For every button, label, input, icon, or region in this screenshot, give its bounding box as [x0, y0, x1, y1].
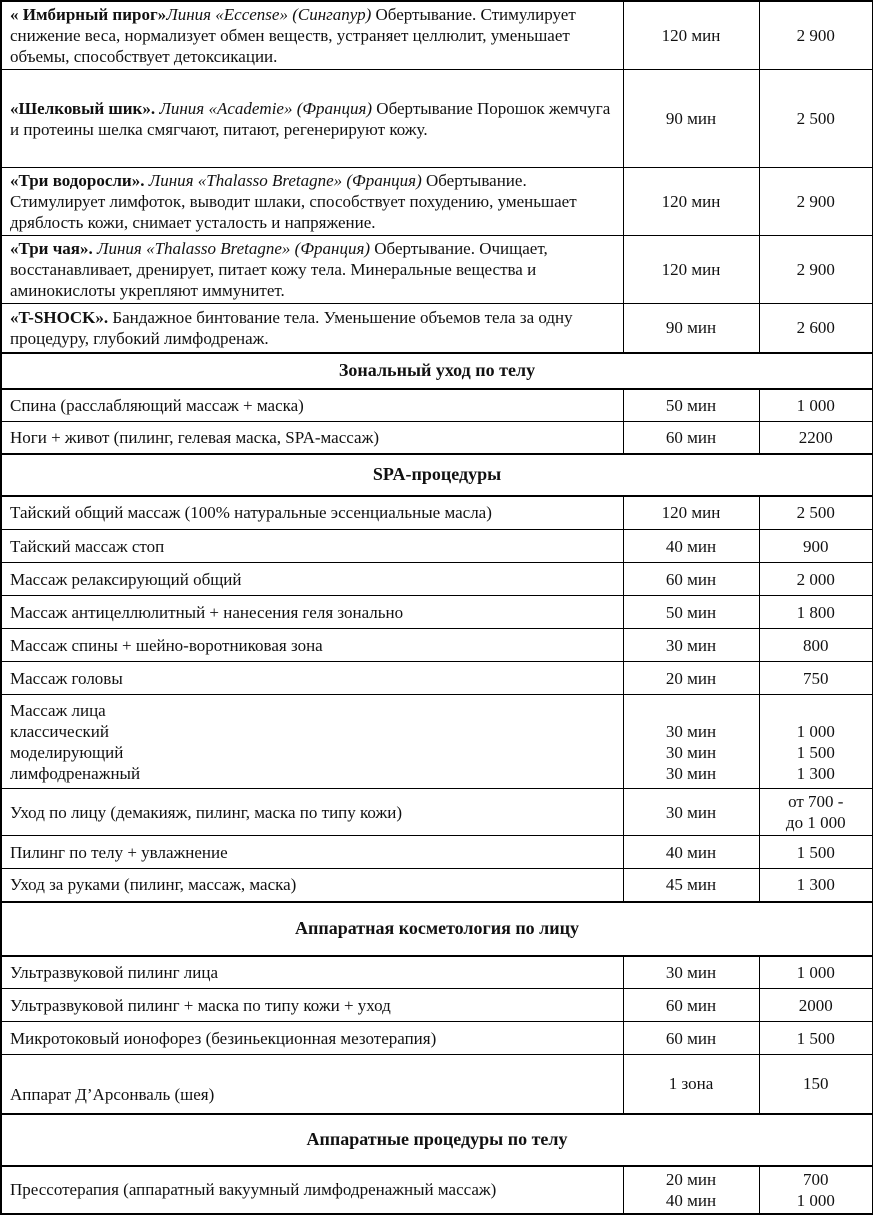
- duration-cell: [623, 496, 759, 530]
- duration-cell: [623, 1166, 759, 1214]
- price-cell: [759, 596, 873, 629]
- description-text: моделирующий: [10, 742, 124, 762]
- service-row: [1, 662, 873, 695]
- price-cell-line: 1 000: [796, 395, 835, 415]
- service-description-cell: [1, 530, 623, 563]
- service-description-cell: [1, 1, 623, 70]
- service-description-cell: [1, 869, 623, 902]
- service-name-text: «Три чая».: [10, 239, 97, 258]
- price-cell: [759, 1, 873, 70]
- price-cell-line: 1 800: [796, 602, 835, 622]
- price-cell-line: 1 000: [796, 721, 835, 741]
- duration-cell: [623, 836, 759, 869]
- duration-cell-line: 60 мин: [665, 995, 717, 1015]
- section-title: Зональный уход по телу: [1, 353, 873, 389]
- service-description-line: [10, 1084, 615, 1105]
- duration-cell-line: 30 мин: [665, 763, 717, 783]
- price-cell: [759, 789, 873, 836]
- price-table-body: [1, 1, 873, 1214]
- description-text: Массаж спины + шейно-воротниковая зона: [10, 635, 323, 655]
- service-row: [1, 168, 873, 236]
- price-cell: [759, 956, 873, 989]
- duration-cell-line: 1 зона: [668, 1074, 714, 1094]
- service-row: [1, 1022, 873, 1055]
- service-description-line: [10, 170, 615, 233]
- price-cell-line: 1 300: [796, 763, 835, 783]
- price-cell-line: 1 500: [796, 1028, 835, 1048]
- description-text: Тайский общий массаж (100% натуральные эссенциальные масла): [10, 503, 492, 523]
- service-description-line: [10, 763, 615, 784]
- service-row: [1, 422, 873, 454]
- price-cell: [759, 422, 873, 454]
- price-cell-line: 900: [803, 536, 829, 556]
- service-name-text: «Шелковый шик».: [10, 98, 160, 118]
- service-row: [1, 989, 873, 1022]
- duration-cell-line: 120 мин: [661, 260, 721, 279]
- service-description-cell: [1, 836, 623, 869]
- service-description-line: [10, 1179, 615, 1200]
- price-cell: [759, 1022, 873, 1055]
- description-text: Аппарат Д’Арсонваль (шея): [10, 1084, 215, 1104]
- duration-cell-line: 120 мин: [661, 192, 721, 211]
- duration-cell: [623, 389, 759, 422]
- duration-cell-line: 20 мин: [665, 668, 717, 688]
- price-cell: [759, 1055, 873, 1114]
- price-cell-line: 2 600: [796, 318, 835, 338]
- price-cell-line: от 700 -: [788, 792, 844, 811]
- duration-cell-line: 30 мин: [665, 635, 717, 655]
- description-text: Массаж лица: [10, 700, 106, 720]
- duration-cell: [623, 596, 759, 629]
- service-description-cell: [1, 304, 623, 353]
- duration-cell: [623, 1022, 759, 1055]
- service-description-line: [10, 668, 615, 689]
- service-description-line: [10, 742, 615, 763]
- section-header-row: [1, 902, 873, 956]
- service-description-line: [10, 802, 615, 823]
- description-text: Спина (расслабляющий массаж + маска): [10, 395, 304, 415]
- duration-cell: [623, 869, 759, 902]
- duration-cell-line: 60 мин: [665, 1028, 717, 1048]
- service-description-cell: [1, 422, 623, 454]
- price-cell: [759, 989, 873, 1022]
- price-cell-line: 2 900: [796, 260, 835, 279]
- description-text: Массаж релаксирующий общий: [10, 569, 242, 589]
- duration-cell: [623, 629, 759, 662]
- service-description-line: [10, 721, 615, 742]
- price-cell-line: 750: [803, 668, 829, 688]
- service-description-cell: [1, 1055, 623, 1114]
- service-row: [1, 1055, 873, 1114]
- service-description-line: [10, 962, 615, 983]
- service-description-line: [10, 700, 615, 721]
- duration-cell: [623, 1, 759, 70]
- service-row: [1, 530, 873, 563]
- service-description-line: [10, 395, 615, 416]
- description-text: Уход за руками (пилинг, массаж, маска): [10, 875, 297, 895]
- service-row: [1, 496, 873, 530]
- price-cell: [759, 389, 873, 422]
- duration-cell-line: 60 мин: [665, 569, 717, 589]
- service-name-text: « Имбирный пирог»: [10, 5, 167, 24]
- price-cell-line: 2 900: [796, 26, 835, 45]
- service-description-line: [10, 842, 615, 863]
- duration-cell-line: 90 мин: [665, 318, 717, 338]
- section-header-row: [1, 353, 873, 389]
- service-description-line: [10, 98, 615, 140]
- service-row: [1, 869, 873, 902]
- price-cell: [759, 304, 873, 353]
- service-name-text: «T-SHOCK».: [10, 307, 113, 327]
- duration-cell: [623, 956, 759, 989]
- service-description-cell: [1, 695, 623, 789]
- price-cell-line: 1 000: [796, 1190, 835, 1210]
- price-cell: [759, 168, 873, 236]
- duration-cell: [623, 563, 759, 596]
- service-description-cell: [1, 629, 623, 662]
- duration-cell: [623, 70, 759, 168]
- description-text: Обертывание. Стимулирует снижение веса, нормализует обмен веществ, устраняет целлюлит, уменьшает объемы, способствует детоксикации.: [10, 5, 576, 66]
- service-description-cell: [1, 389, 623, 422]
- price-cell: [759, 70, 873, 168]
- description-text: Микротоковый ионофорез (безиньекционная мезотерапия): [10, 1028, 437, 1048]
- service-description-line: [10, 238, 615, 301]
- price-cell-line: 2 500: [796, 503, 835, 523]
- price-cell-line: 1 500: [796, 842, 835, 862]
- price-cell-line: 150: [803, 1074, 829, 1094]
- service-description-cell: [1, 70, 623, 168]
- price-cell-line: 2000: [798, 995, 833, 1015]
- duration-cell: [623, 695, 759, 789]
- service-description-cell: [1, 563, 623, 596]
- price-cell: [759, 662, 873, 695]
- duration-cell-line: 40 мин: [665, 1190, 717, 1210]
- product-line-text: Линия «Thalasso Bretagne» (Франция): [96, 239, 375, 258]
- price-cell-line: 1 000: [796, 962, 835, 982]
- description-text: Ультразвуковой пилинг лица: [10, 962, 219, 982]
- service-description-cell: [1, 989, 623, 1022]
- section-title: Аппаратная косметология по лицу: [1, 902, 873, 956]
- description-text: классический: [10, 721, 109, 741]
- service-row: [1, 836, 873, 869]
- product-line-text: Линия «Thalasso Bretagne» (Франция): [148, 171, 426, 190]
- service-description-cell: [1, 236, 623, 304]
- service-description-line: [10, 569, 615, 590]
- duration-cell: [623, 789, 759, 836]
- price-cell: [759, 629, 873, 662]
- service-description-line: [10, 4, 615, 67]
- service-description-cell: [1, 789, 623, 836]
- description-text: Обертывание. Стимулирует лимфоток, выводит шлаки, способствует похудению, уменьшает дряблость кожи, снимает усталость и напряжение.: [10, 171, 577, 232]
- service-row: [1, 304, 873, 353]
- section-title: Аппаратные процедуры по телу: [1, 1114, 873, 1166]
- duration-cell-line: 60 мин: [665, 427, 717, 447]
- price-cell: [759, 836, 873, 869]
- service-row: [1, 789, 873, 836]
- description-text: Пилинг по телу + увлажнение: [10, 842, 228, 862]
- price-cell: [759, 1166, 873, 1214]
- service-row: [1, 1, 873, 70]
- price-cell: [759, 869, 873, 902]
- price-cell-line: [764, 700, 869, 721]
- duration-cell-line: 90 мин: [665, 109, 717, 128]
- service-row: [1, 956, 873, 989]
- service-row: [1, 389, 873, 422]
- service-description-cell: [1, 662, 623, 695]
- price-cell: [759, 695, 873, 789]
- duration-cell-line: [628, 700, 755, 721]
- duration-cell-line: 30 мин: [665, 721, 717, 741]
- description-text: Тайский массаж стоп: [10, 536, 165, 556]
- duration-cell: [623, 168, 759, 236]
- price-cell-line: 700: [803, 1169, 829, 1189]
- service-description-line: [10, 427, 615, 448]
- service-description-line: [10, 307, 615, 349]
- duration-cell-line: 50 мин: [665, 602, 717, 622]
- duration-cell: [623, 1055, 759, 1114]
- price-cell: [759, 563, 873, 596]
- service-row: [1, 695, 873, 789]
- service-row: [1, 1166, 873, 1214]
- service-description-cell: [1, 1022, 623, 1055]
- section-header-row: [1, 1114, 873, 1166]
- price-cell-line: до 1 000: [785, 813, 846, 832]
- price-cell-line: 1 500: [796, 742, 835, 762]
- service-description-line: [10, 874, 615, 895]
- price-cell: [759, 530, 873, 563]
- duration-cell: [623, 989, 759, 1022]
- description-text: Ультразвуковой пилинг + маска по типу кожи + уход: [10, 995, 391, 1015]
- description-text: Обертывание. Очищает, восстанавливает, дренирует, питает кожу тела. Минеральные вещества и аминокислоты укрепляют иммунитет.: [10, 239, 548, 300]
- duration-cell: [623, 236, 759, 304]
- service-row: [1, 596, 873, 629]
- duration-cell-line: 40 мин: [665, 536, 717, 556]
- service-row: [1, 70, 873, 168]
- description-text: Массаж головы: [10, 668, 123, 688]
- service-description-cell: [1, 496, 623, 530]
- service-description-cell: [1, 596, 623, 629]
- description-text: Ноги + живот (пилинг, гелевая маска, SPA-массаж): [10, 427, 379, 447]
- price-cell-line: 1 300: [796, 875, 835, 895]
- price-cell-line: 2 900: [796, 192, 835, 211]
- description-text: Бандажное бинтование тела. Уменьшение объемов тела за одну процедуру, глубокий лимфодренаж.: [10, 307, 573, 348]
- service-description-cell: [1, 956, 623, 989]
- duration-cell-line: 20 мин: [665, 1169, 717, 1189]
- duration-cell: [623, 530, 759, 563]
- duration-cell-line: 45 мин: [665, 875, 717, 895]
- duration-cell-line: 50 мин: [665, 395, 717, 415]
- description-text: Прессотерапия (аппаратный вакуумный лимфодренажный массаж): [10, 1180, 497, 1199]
- description-text: Обертывание Порошок жемчуга и протеины шелка смягчают, питают, регенерируют кожу.: [10, 98, 611, 139]
- service-description-cell: [1, 1166, 623, 1214]
- service-description-line: [10, 536, 615, 557]
- description-text: Уход по лицу (демакияж, пилинг, маска по типу кожи): [10, 802, 402, 822]
- service-description-line: [10, 1028, 615, 1049]
- service-description-cell: [1, 168, 623, 236]
- service-name-text: «Три водоросли».: [10, 171, 149, 190]
- product-line-text: Линия «Eccense» (Сингапур): [166, 5, 376, 24]
- section-header-row: [1, 454, 873, 496]
- price-cell-line: 2200: [798, 427, 833, 447]
- price-cell-line: 2 500: [796, 109, 835, 128]
- duration-cell: [623, 304, 759, 353]
- price-cell: [759, 236, 873, 304]
- duration-cell-line: 30 мин: [665, 802, 717, 822]
- duration-cell-line: 30 мин: [665, 742, 717, 762]
- description-text: Массаж антицеллюлитный + нанесения геля зонально: [10, 602, 404, 622]
- price-cell-line: 2 000: [796, 569, 835, 589]
- service-description-line: [10, 502, 615, 523]
- duration-cell-line: 120 мин: [661, 26, 721, 45]
- duration-cell-line: 30 мин: [665, 962, 717, 982]
- price-cell: [759, 496, 873, 530]
- duration-cell: [623, 422, 759, 454]
- duration-cell-line: 120 мин: [661, 503, 721, 523]
- duration-cell-line: 40 мин: [665, 842, 717, 862]
- service-row: [1, 563, 873, 596]
- service-description-line: [10, 602, 615, 623]
- description-text: лимфодренажный: [10, 763, 141, 783]
- service-row: [1, 236, 873, 304]
- service-description-line: [10, 635, 615, 656]
- product-line-text: Линия «Academie» (Франция): [159, 98, 377, 118]
- section-title: SPA-процедуры: [1, 454, 873, 496]
- service-row: [1, 629, 873, 662]
- service-description-line: [10, 995, 615, 1016]
- duration-cell: [623, 662, 759, 695]
- price-cell-line: 800: [803, 635, 829, 655]
